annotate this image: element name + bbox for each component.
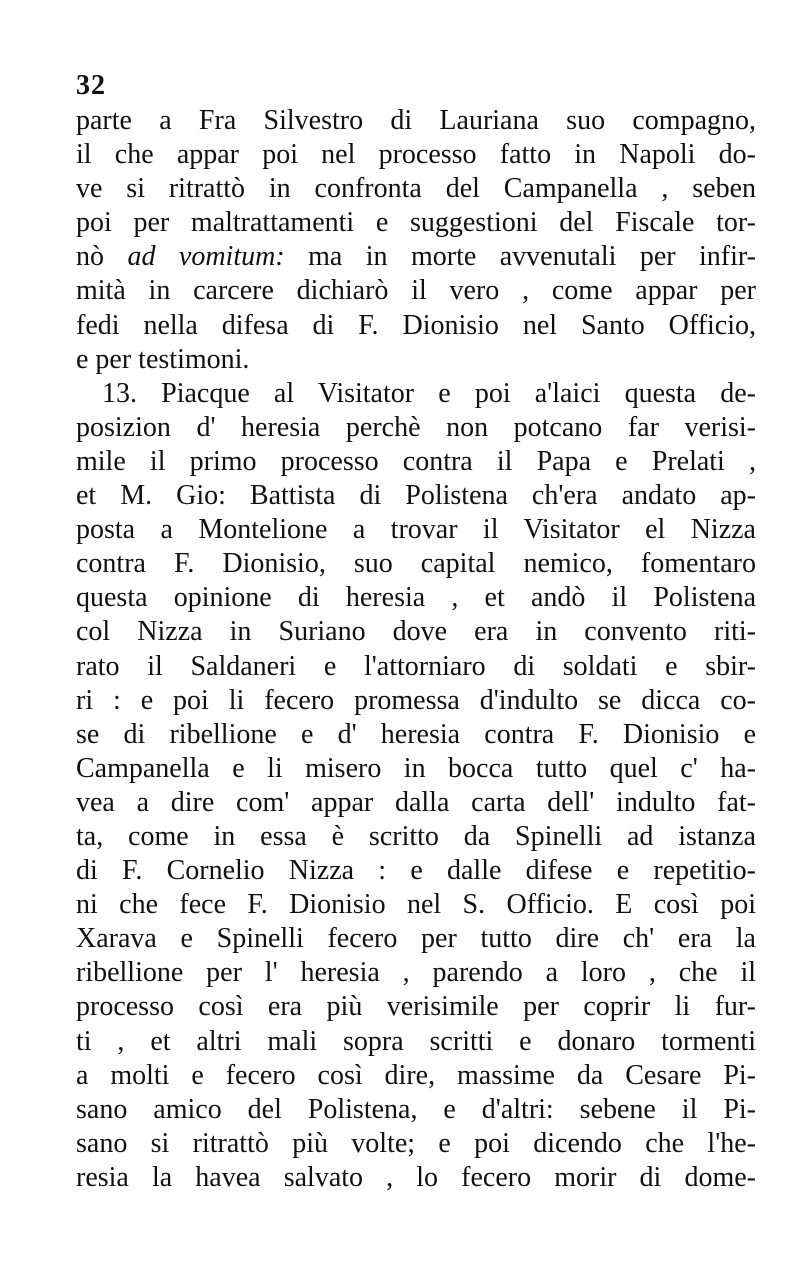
text-line: col Nizza in Suriano dove era in convento riti-	[76, 616, 756, 648]
page-number: 32	[76, 70, 106, 101]
text-line: ni che fece F. Dionisio nel S. Officio. E così poi	[76, 889, 756, 921]
text-line: a molti e fecero così dire, massime da Cesare Pi-	[76, 1059, 756, 1091]
text-line: ti , et altri mali sopra scritti e donaro tormenti	[76, 1025, 756, 1057]
italic-phrase: ad vomitum:	[127, 241, 285, 273]
text-line: rato il Saldaneri e l'attorniaro di soldati e sbir-	[76, 650, 756, 682]
text-line: ribellione per l' heresia , parendo a loro , che il	[76, 957, 756, 989]
text-line: fedi nella difesa di F. Dionisio nel Santo Officio,	[76, 309, 756, 341]
text-line: ta, come in essa è scritto da Spinelli ad istanza	[76, 820, 756, 852]
text-line: 13. Piacque al Visitator e poi a'laici questa de-	[102, 377, 756, 409]
text-line: il che appar poi nel processo fatto in Napoli do-	[76, 139, 756, 171]
text-line: vea a dire com' appar dalla carta dell' indulto fat-	[76, 786, 756, 818]
text-line	[76, 240, 756, 274]
text-line: ri : e poi li fecero promessa d'indulto se dicca co-	[76, 684, 756, 716]
text-line: ve si ritrattò in confronta del Campanella , seben	[76, 173, 756, 205]
text-line: posizion d' heresia perchè non potcano far verisi-	[76, 411, 756, 443]
text-line: sano amico del Polistena, e d'altri: sebene il Pi-	[76, 1093, 756, 1125]
text-line: sano si ritrattò più volte; e poi dicendo che l'he-	[76, 1127, 756, 1159]
text-line: parte a Fra Silvestro di Lauriana suo compagno,	[76, 105, 756, 136]
text-line-segment: nò	[76, 241, 128, 273]
text-line: posta a Montelione a trovar il Visitator el Nizza	[76, 514, 756, 546]
text-line: contra F. Dionisio, suo capital nemico, fomentaro	[76, 548, 756, 580]
text-line: questa opinione di heresia , et andò il Polistena	[76, 582, 756, 614]
text-line: e per testimoni.	[76, 343, 250, 375]
text-line: Xarava e Spinelli fecero per tutto dire ch' era la	[76, 923, 756, 955]
text-line: mità in carcere dichiarò il vero , come appar per	[76, 275, 756, 307]
text-line: poi per maltrattamenti e suggestioni del Fiscale tor-	[76, 207, 756, 239]
text-line: et M. Gio: Battista di Polistena ch'era andato ap-	[76, 480, 756, 512]
body-text	[76, 104, 756, 1195]
text-line: resia la havea salvato , lo fecero morir di dome-	[76, 1161, 756, 1193]
text-line: di F. Cornelio Nizza : e dalle difese e repetitio-	[76, 855, 756, 887]
text-line: se di ribellione e d' heresia contra F. Dionisio e	[76, 718, 756, 750]
text-line: processo così era più verisimile per coprir li fur-	[76, 991, 756, 1023]
text-line: Campanella e li misero in bocca tutto quel c' ha-	[76, 752, 756, 784]
text-line: mile il primo processo contra il Papa e Prelati ,	[76, 445, 756, 477]
text-line-segment: ma in morte avvenutali per infir-	[284, 241, 756, 273]
